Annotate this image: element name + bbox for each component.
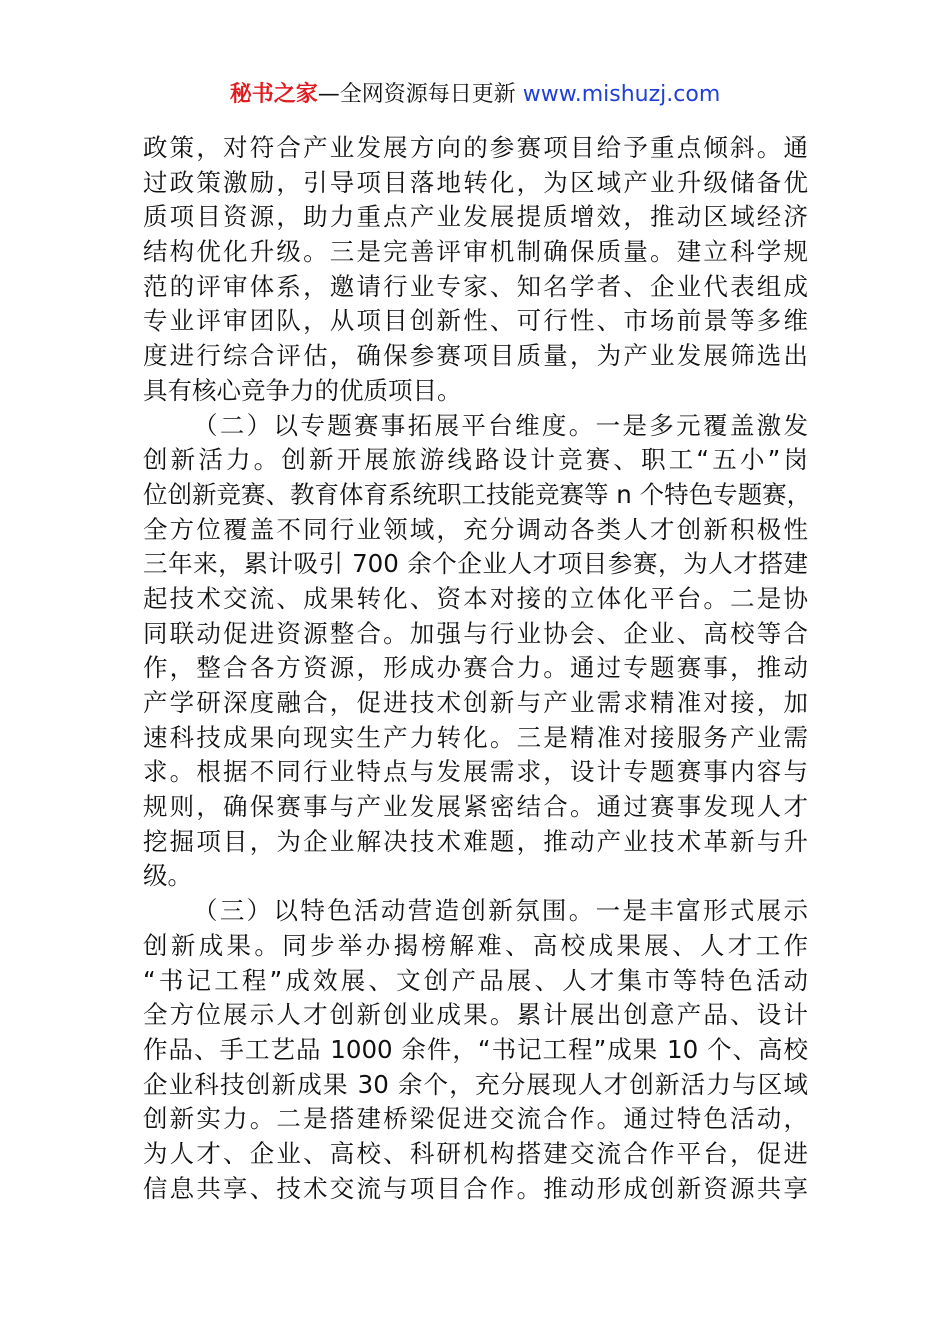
- body-text: [143, 131, 812, 1206]
- text-line: 具有核心竞争力的优质项目。: [143, 375, 462, 405]
- text-line: 全方位覆盖不同行业领域，充分调动各类人才创新积极性: [143, 514, 808, 544]
- text-line: 过政策激励，引导项目落地转化，为区域产业升级储备优: [143, 167, 808, 197]
- text-line: 结构优化升级。三是完善评审机制确保质量。建立科学规: [143, 237, 808, 267]
- site-tagline: —全网资源每日更新: [317, 82, 523, 107]
- text-line: 政策，对符合产业发展方向的参赛项目给予重点倾斜。通: [143, 133, 808, 162]
- text-line: 产学研深度融合，促进技术创新与产业需求精准对接，加: [143, 688, 808, 717]
- page-header: [0, 78, 950, 112]
- text-line: 范的评审体系，邀请行业专家、知名学者、企业代表组成: [143, 271, 808, 301]
- text-line: 质项目资源，助力重点产业发展提质增效，推动区域经济: [143, 202, 808, 232]
- text-line: “书记工程”成效展、文创产品展、人才集市等特色活动: [143, 965, 808, 995]
- site-url-link[interactable]: www.mishuzj.com: [522, 82, 721, 107]
- text-line: 同联动促进资源整合。加强与行业协会、企业、高校等合: [143, 618, 808, 648]
- text-line: 创新活力。创新开展旅游线路设计竞赛、职工“五小”岗: [143, 445, 808, 475]
- text-line: 全方位展示人才创新创业成果。累计展出创意产品、设计: [143, 1000, 808, 1030]
- text-line: 求。根据不同行业特点与发展需求，设计专题赛事内容与: [143, 757, 808, 787]
- text-line: 企业科技创新成果 30 余个，充分展现人才创新活力与区域: [143, 1069, 808, 1099]
- text-line: 信息共享、技术交流与项目合作。推动形成创新资源共享: [143, 1173, 808, 1203]
- text-line: 为人才、企业、高校、科研机构搭建交流合作平台，促进: [143, 1138, 808, 1168]
- text-line: 作品、手工艺品 1000 余件，“书记工程”成果 10 个、高校: [143, 1034, 808, 1064]
- text-line: 专业评审团队，从项目创新性、可行性、市场前景等多维: [143, 306, 808, 336]
- section-heading-2: （二）以专题赛事拓展平台维度。一是多元覆盖激发: [193, 410, 808, 440]
- text-line: 创新成果。同步举办揭榜解难、高校成果展、人才工作: [143, 930, 808, 960]
- section-heading-3: （三）以特色活动营造创新氛围。一是丰富形式展示: [193, 896, 808, 926]
- text-line: 挖掘项目，为企业解决技术难题，推动产业技术革新与升: [143, 826, 808, 856]
- text-line: 位创新竞赛、教育体育系统职工技能竞赛等 n 个特色专题赛，: [143, 479, 812, 509]
- text-line: 作，整合各方资源，形成办赛合力。通过专题赛事，推动: [143, 653, 808, 683]
- text-line: 规则，确保赛事与产业发展紧密结合。通过赛事发现人才: [143, 792, 808, 822]
- text-line: 三年来，累计吸引 700 余个企业人才项目参赛，为人才搭建: [143, 549, 808, 579]
- text-line: 速科技成果向现实生产力转化。三是精准对接服务产业需: [143, 722, 808, 752]
- text-line: 级。: [143, 861, 192, 891]
- text-line: 创新实力。二是搭建桥梁促进交流合作。通过特色活动，: [143, 1104, 808, 1134]
- text-line: 起技术交流、成果转化、资本对接的立体化平台。二是协: [143, 583, 808, 613]
- text-line: 度进行综合评估，确保参赛项目质量，为产业发展筛选出: [143, 341, 808, 371]
- site-brand: 秘书之家: [229, 82, 318, 107]
